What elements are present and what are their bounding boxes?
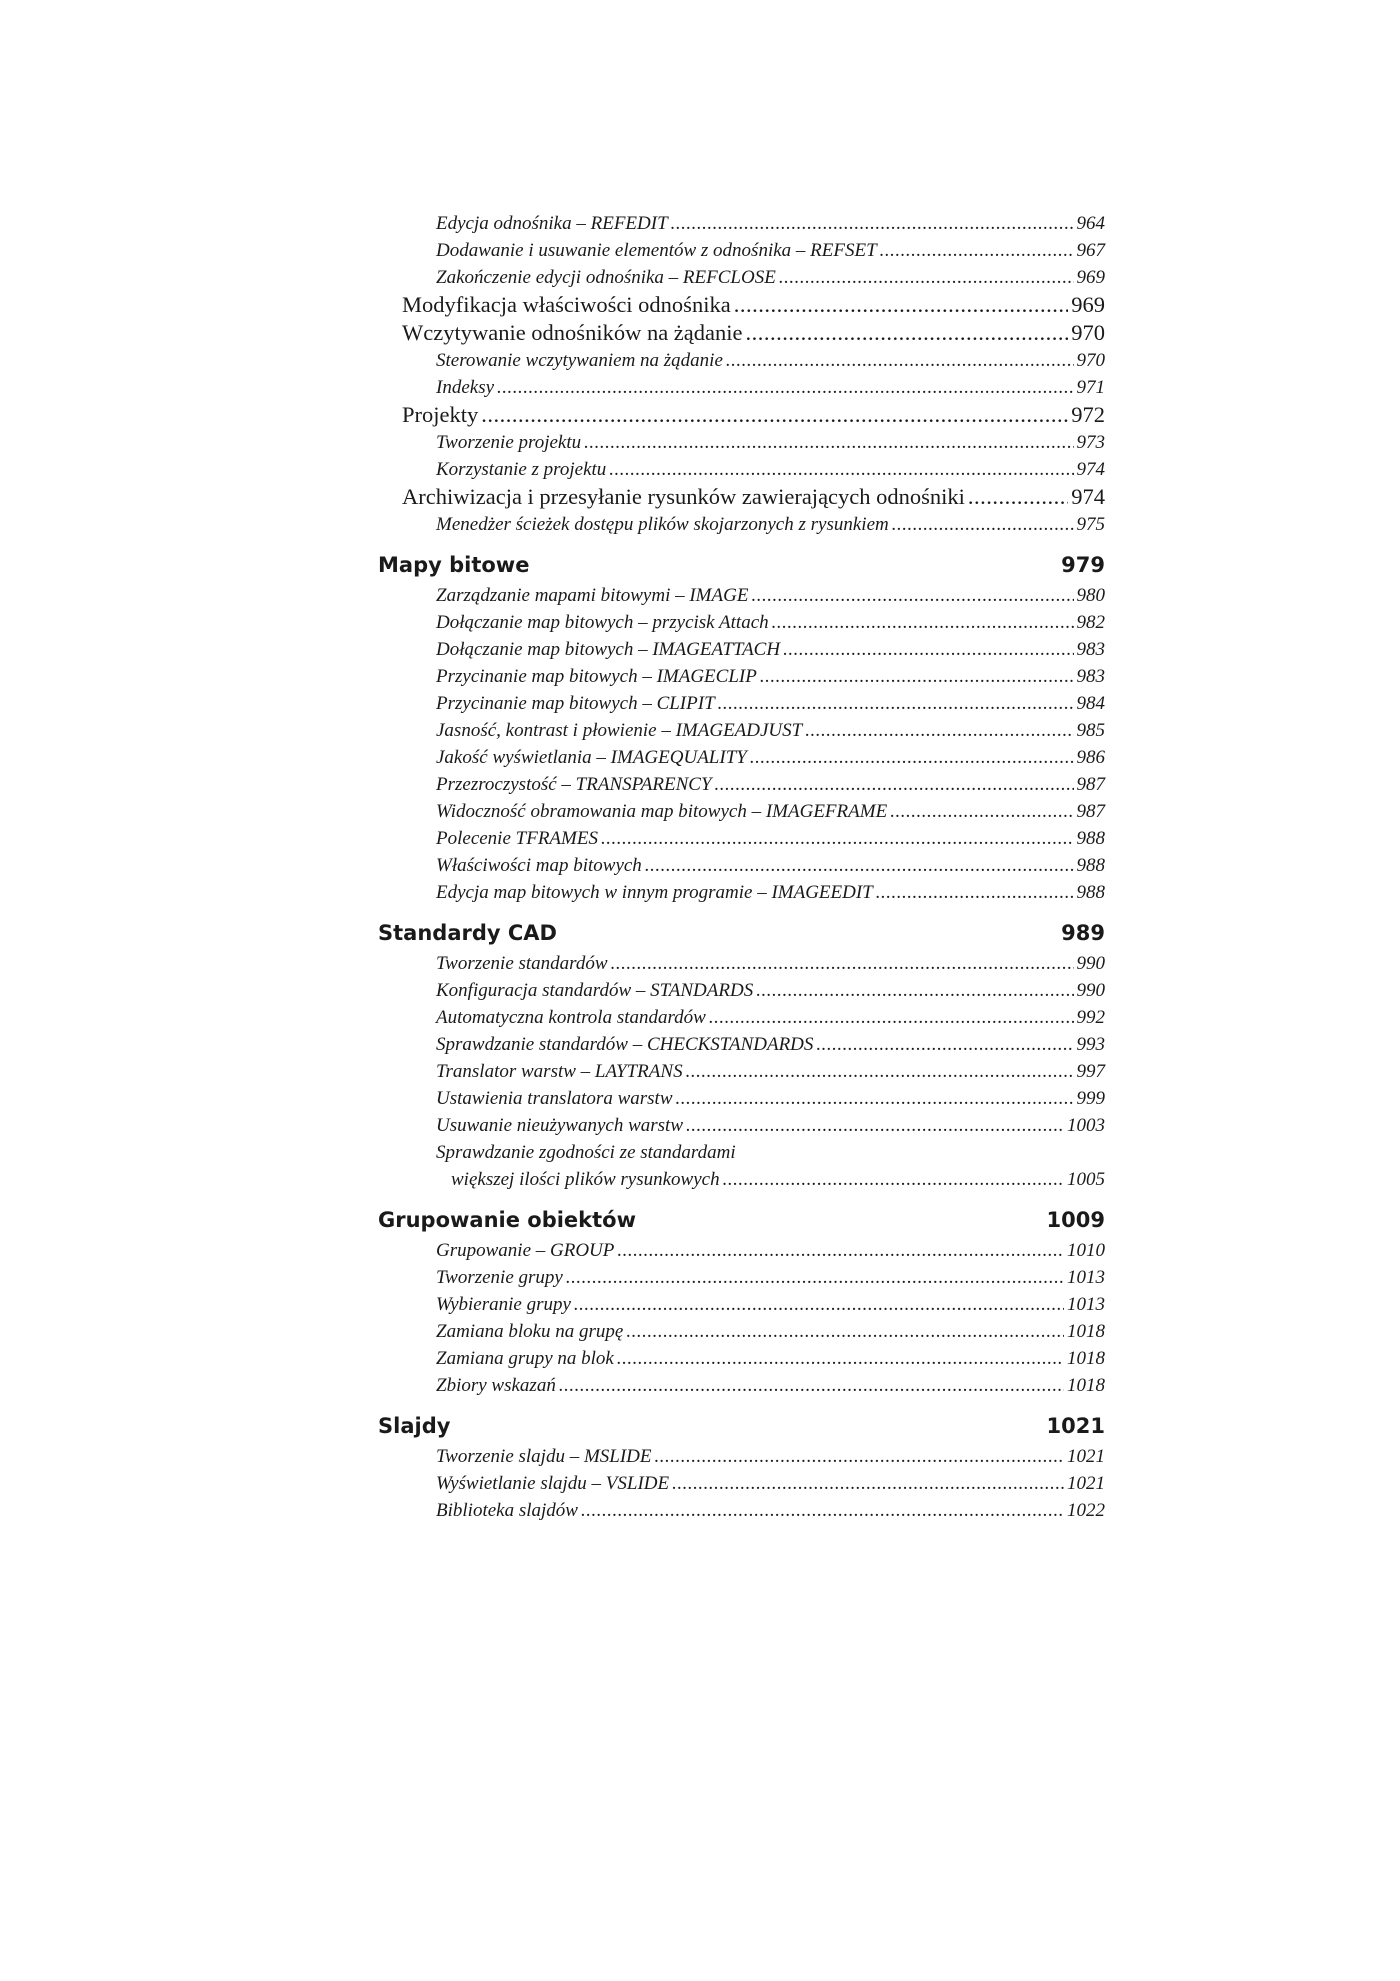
chapter-title: Grupowanie obiektów [378, 1208, 637, 1232]
dot-leader [584, 429, 1073, 456]
entry-page-number: 992 [1076, 1007, 1105, 1028]
chapter-title: Standardy CAD [378, 921, 557, 945]
entry-page-number: 1013 [1067, 1294, 1105, 1315]
toc-section-entry [378, 319, 1105, 347]
entry-page-number: 993 [1076, 1034, 1105, 1055]
toc-subsection-entry [378, 1237, 1105, 1264]
dot-leader [734, 291, 1069, 319]
entry-page-number: 1010 [1067, 1240, 1105, 1261]
toc-section-entry [378, 401, 1105, 429]
dot-leader [671, 210, 1074, 237]
entry-page-number: 971 [1076, 377, 1105, 398]
entry-title: Zakończenie edycji odnośnika – REFCLOSE [436, 267, 776, 288]
dot-leader [645, 852, 1074, 879]
dot-leader [726, 347, 1074, 374]
toc-subsection-entry [378, 210, 1105, 237]
toc-subsection-entry [378, 636, 1105, 663]
dot-leader [890, 798, 1073, 825]
entry-page-number: 1018 [1067, 1348, 1105, 1369]
toc-section-entry [378, 483, 1105, 511]
toc-chapter-heading [378, 1411, 1105, 1441]
entry-title: Korzystanie z projektu [436, 459, 607, 480]
toc-subsection-entry [378, 1085, 1105, 1112]
dot-leader [559, 1372, 1064, 1399]
toc-subsection-entry [378, 429, 1105, 456]
entry-title: Dodawanie i usuwanie elementów z odnośnika – REFSET [436, 240, 877, 261]
entry-title: Konfiguracja standardów – STANDARDS [436, 980, 754, 1001]
entry-page-number: 997 [1076, 1061, 1105, 1082]
entry-title: Dołączanie map bitowych – IMAGEATTACH [436, 639, 781, 660]
toc-subsection-entry [378, 1497, 1105, 1524]
dot-leader [750, 744, 1074, 771]
entry-page-number: 1022 [1067, 1500, 1105, 1521]
toc-chapter-heading [378, 550, 1105, 580]
entry-title: Wyświetlanie slajdu – VSLIDE [436, 1473, 670, 1494]
toc-subsection-entry [378, 825, 1105, 852]
toc-subsection-entry [378, 347, 1105, 374]
entry-page-number: 986 [1076, 747, 1105, 768]
entry-title: Tworzenie grupy [436, 1267, 563, 1288]
dot-leader [760, 663, 1074, 690]
entry-title: Przezroczystość – TRANSPARENCY [436, 774, 712, 795]
dot-leader [968, 483, 1068, 511]
entry-page-number: 1005 [1067, 1169, 1105, 1190]
toc-subsection-entry [378, 1031, 1105, 1058]
entry-title: Jakość wyświetlania – IMAGEQUALITY [436, 747, 747, 768]
toc-subsection-entry [378, 1372, 1105, 1399]
entry-title: Widoczność obramowania map bitowych – IMAGEFRAME [436, 801, 888, 822]
dot-leader [581, 1497, 1064, 1524]
toc-subsection-entry [378, 1264, 1105, 1291]
entry-page-number: 964 [1076, 213, 1105, 234]
entry-title: Zarządzanie mapami bitowymi – IMAGE [436, 585, 749, 606]
entry-page-number: 973 [1076, 432, 1105, 453]
toc-subsection-entry [378, 609, 1105, 636]
toc-subsection-entry [378, 879, 1105, 906]
toc-subsection-entry [378, 771, 1105, 798]
entry-title: Biblioteka slajdów [436, 1500, 578, 1521]
entry-page-number: 1021 [1067, 1446, 1105, 1467]
entry-page-number: 983 [1076, 666, 1105, 687]
toc-subsection-entry [378, 852, 1105, 879]
toc-chapter-heading [378, 1205, 1105, 1235]
entry-page-number: 972 [1071, 402, 1105, 427]
dot-leader [686, 1112, 1064, 1139]
entry-title: Projekty [402, 402, 479, 427]
toc-subsection-entry [378, 1345, 1105, 1372]
entry-title-line1: Sprawdzanie zgodności ze standardami [436, 1142, 736, 1163]
toc-subsection-entry [378, 1058, 1105, 1085]
dot-leader [718, 690, 1074, 717]
entry-title: Indeksy [436, 377, 495, 398]
dot-leader [783, 636, 1073, 663]
dot-leader [751, 582, 1073, 609]
table-of-contents [378, 210, 1105, 1524]
entry-title: Tworzenie projektu [436, 432, 582, 453]
toc-chapter-heading [378, 918, 1105, 948]
entry-title: Ustawienia translatora warstw [436, 1088, 673, 1109]
entry-page-number: 983 [1076, 639, 1105, 660]
dot-leader [574, 1291, 1064, 1318]
entry-title: Tworzenie standardów [436, 953, 608, 974]
entry-title: Jasność, kontrast i płowienie – IMAGEADJUST [436, 720, 803, 741]
entry-title: Grupowanie – GROUP [436, 1240, 615, 1261]
dot-leader [655, 1443, 1064, 1470]
entry-title: Automatyczna kontrola standardów [436, 1007, 706, 1028]
entry-page-number: 990 [1076, 980, 1105, 1001]
entry-page-number: 969 [1076, 267, 1105, 288]
entry-title: Edycja map bitowych w innym programie – IMAGEEDIT [436, 882, 873, 903]
toc-subsection-entry [378, 977, 1105, 1004]
dot-leader [676, 1085, 1074, 1112]
toc-subsection-entry [378, 798, 1105, 825]
entry-page-number: 985 [1076, 720, 1105, 741]
dot-leader [723, 1166, 1064, 1193]
toc-subsection-entry [378, 264, 1105, 291]
chapter-page-number: 979 [1061, 553, 1105, 577]
entry-title: Polecenie TFRAMES [436, 828, 598, 849]
entry-page-number: 980 [1076, 585, 1105, 606]
entry-page-number: 1018 [1067, 1375, 1105, 1396]
entry-page-number: 988 [1076, 828, 1105, 849]
entry-title: Modyfikacja właściwości odnośnika [402, 292, 731, 317]
dot-leader [497, 374, 1073, 401]
toc-subsection-entry [378, 1004, 1105, 1031]
entry-page-number: 987 [1076, 774, 1105, 795]
entry-title: Sprawdzanie standardów – CHECKSTANDARDS [436, 1034, 814, 1055]
dot-leader [617, 1345, 1064, 1372]
entry-page-number: 1018 [1067, 1321, 1105, 1342]
dot-leader [566, 1264, 1064, 1291]
entry-page-number: 967 [1076, 240, 1105, 261]
toc-subsection-entry [378, 456, 1105, 483]
entry-page-number: 974 [1071, 484, 1105, 509]
toc-entry-multiline [378, 1139, 1105, 1193]
toc-subsection-entry [378, 1443, 1105, 1470]
toc-subsection-entry [378, 1318, 1105, 1345]
toc-subsection-entry [378, 1112, 1105, 1139]
dot-leader [686, 1058, 1074, 1085]
entry-page-number: 1013 [1067, 1267, 1105, 1288]
entry-title: Przycinanie map bitowych – IMAGECLIP [436, 666, 757, 687]
entry-page-number: 990 [1076, 953, 1105, 974]
dot-leader [626, 1318, 1064, 1345]
entry-page-number: 970 [1071, 320, 1105, 345]
entry-title: Translator warstw – LAYTRANS [436, 1061, 683, 1082]
entry-title-line2: większej ilości plików rysunkowych [451, 1169, 720, 1190]
entry-title: Właściwości map bitowych [436, 855, 642, 876]
dot-leader [611, 950, 1074, 977]
entry-title: Wczytywanie odnośników na żądanie [402, 320, 743, 345]
entry-page-number: 1003 [1067, 1115, 1105, 1136]
entry-page-number: 975 [1076, 514, 1105, 535]
toc-subsection-entry [378, 744, 1105, 771]
entry-page-number: 969 [1071, 292, 1105, 317]
toc-subsection-entry [378, 717, 1105, 744]
toc-subsection-entry [378, 663, 1105, 690]
entry-title: Usuwanie nieużywanych warstw [436, 1115, 683, 1136]
entry-title: Menedżer ścieżek dostępu plików skojarzonych z rysunkiem [436, 514, 889, 535]
toc-subsection-entry [378, 374, 1105, 401]
dot-leader [779, 264, 1074, 291]
dot-leader [617, 1237, 1064, 1264]
chapter-page-number: 1009 [1046, 1208, 1105, 1232]
dot-leader [481, 401, 1068, 429]
dot-leader [672, 1470, 1064, 1497]
dot-leader [609, 456, 1073, 483]
toc-subsection-entry [378, 1470, 1105, 1497]
entry-title: Edycja odnośnika – REFEDIT [436, 213, 668, 234]
entry-title: Przycinanie map bitowych – CLIPIT [436, 693, 715, 714]
dot-leader [715, 771, 1074, 798]
entry-page-number: 982 [1076, 612, 1105, 633]
entry-title: Zamiana bloku na grupę [436, 1321, 624, 1342]
toc-subsection-entry [378, 511, 1105, 538]
entry-page-number: 984 [1076, 693, 1105, 714]
toc-subsection-entry [378, 582, 1105, 609]
entry-title: Wybieranie grupy [436, 1294, 571, 1315]
dot-leader [876, 879, 1074, 906]
entry-page-number: 974 [1076, 459, 1105, 480]
dot-leader [772, 609, 1074, 636]
toc-subsection-entry [378, 950, 1105, 977]
entry-title: Zamiana grupy na blok [436, 1348, 614, 1369]
toc-subsection-entry [378, 237, 1105, 264]
toc-subsection-entry [378, 1291, 1105, 1318]
dot-leader [746, 319, 1069, 347]
entry-page-number: 999 [1076, 1088, 1105, 1109]
entry-page-number: 988 [1076, 855, 1105, 876]
dot-leader [709, 1004, 1074, 1031]
entry-page-number: 987 [1076, 801, 1105, 822]
dot-leader [892, 511, 1074, 538]
entry-title: Tworzenie slajdu – MSLIDE [436, 1446, 652, 1467]
entry-page-number: 970 [1076, 350, 1105, 371]
dot-leader [601, 825, 1074, 852]
entry-title: Sterowanie wczytywaniem na żądanie [436, 350, 723, 371]
dot-leader [880, 237, 1074, 264]
entry-title: Dołączanie map bitowych – przycisk Attach [436, 612, 769, 633]
chapter-title: Mapy bitowe [378, 553, 530, 577]
dot-leader [816, 1031, 1073, 1058]
entry-title-line2-row [436, 1166, 1105, 1193]
chapter-page-number: 1021 [1046, 1414, 1105, 1438]
dot-leader [805, 717, 1073, 744]
entry-page-number: 1021 [1067, 1473, 1105, 1494]
toc-section-entry [378, 291, 1105, 319]
entry-title: Zbiory wskazań [436, 1375, 556, 1396]
dot-leader [756, 977, 1073, 1004]
entry-page-number: 988 [1076, 882, 1105, 903]
toc-subsection-entry [378, 690, 1105, 717]
chapter-title: Slajdy [378, 1414, 451, 1438]
chapter-page-number: 989 [1061, 921, 1105, 945]
entry-title: Archiwizacja i przesyłanie rysunków zawierających odnośniki [402, 484, 965, 509]
